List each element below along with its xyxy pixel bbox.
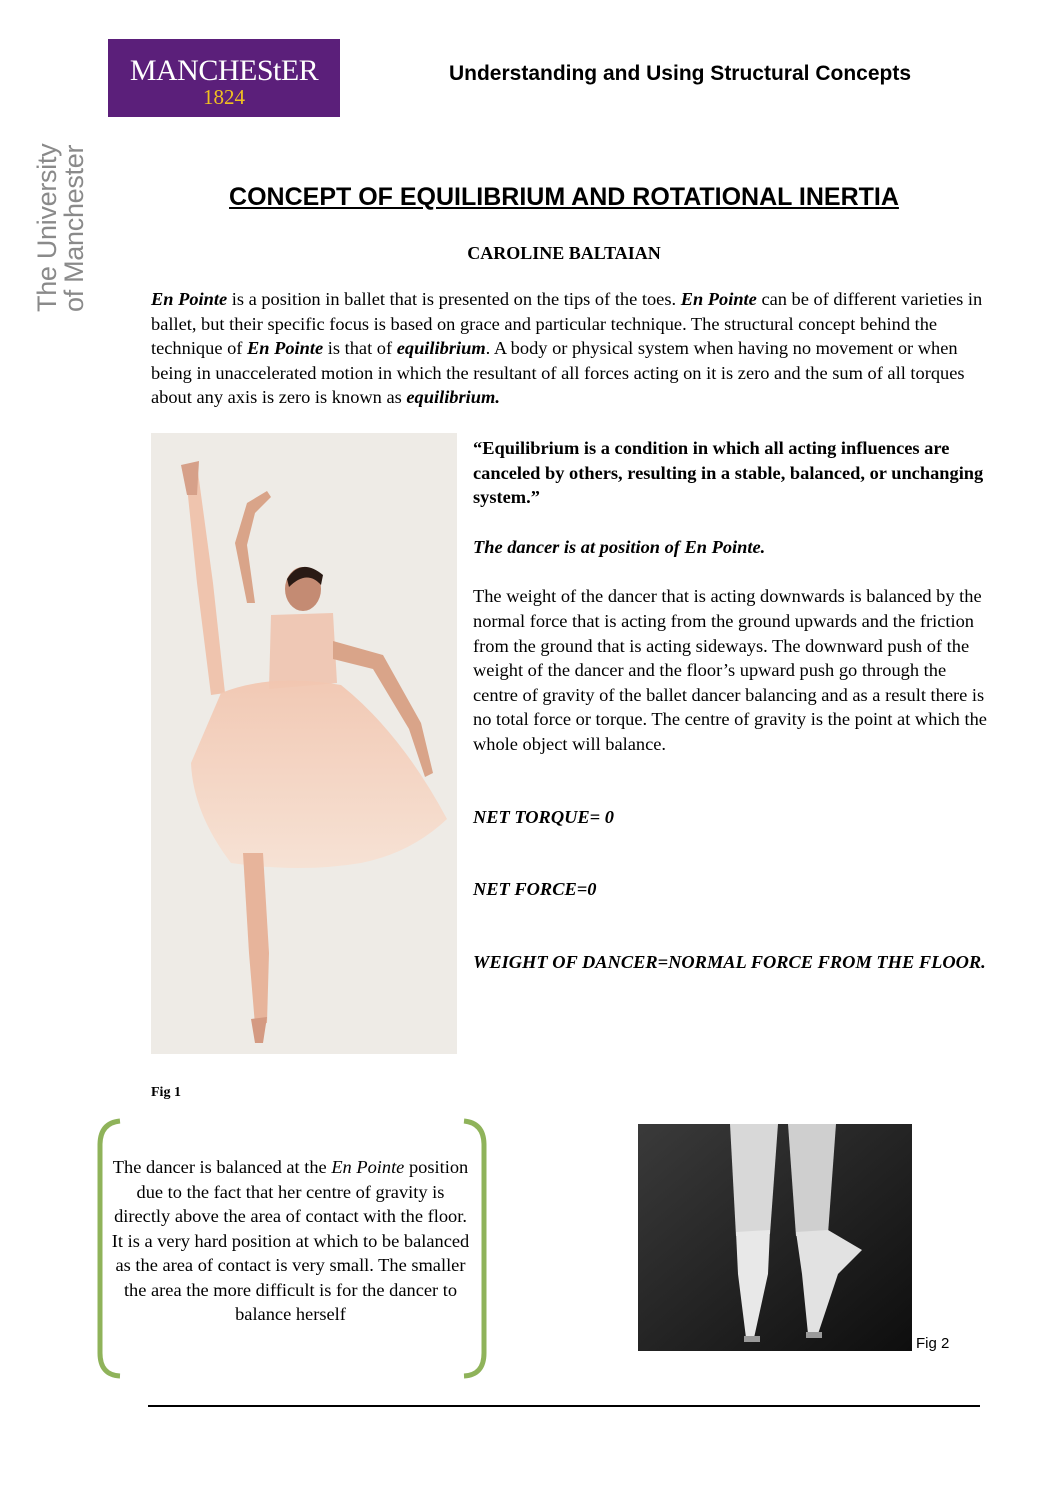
intro-text-1: is a position in ballet that is presented on the tips of the toes. — [227, 289, 681, 309]
net-torque-equation: NET TORQUE= 0 — [473, 806, 614, 827]
pointe-shoes-photo — [638, 1124, 912, 1351]
ballerina-photo — [151, 433, 457, 1054]
bracket-text-2: position due to the fact that her centre of gravity is directly above the area of contact with the floor. It is a very hard position at which to be balanced as the area of contact is very small. The smaller the area the more difficult is for the dancer to balance herself — [111, 1157, 470, 1324]
spacer — [473, 757, 988, 805]
university-line-1: The University — [32, 143, 62, 312]
bracket-term: En Pointe — [331, 1157, 405, 1177]
header-title: Understanding and Using Structural Concepts — [448, 62, 912, 85]
net-force-equation: NET FORCE=0 — [473, 879, 597, 900]
intro-keyword-2: equilibrium — [406, 387, 496, 408]
intro-term-2: En Pointe — [680, 289, 757, 309]
intro-text-3: is that of — [323, 338, 397, 359]
intro-term-3: En Pointe — [247, 338, 324, 359]
fig2-caption: Fig 2 — [916, 1335, 950, 1352]
spacer — [473, 902, 988, 950]
spacer — [473, 829, 988, 877]
bracket-text — [108, 1155, 473, 1327]
spacer — [473, 559, 988, 584]
position-note: The dancer is at position of En Pointe. — [473, 536, 766, 557]
weight-normal-equation: WEIGHT OF DANCER=NORMAL FORCE FROM THE FLOOR. — [473, 951, 986, 972]
intro-paragraph — [151, 287, 986, 410]
intro-text-2: can be of different varieties in ballet, but their specific focus is based on grace and particular technique. The structural concept behind the technique of — [151, 289, 983, 359]
fig1-caption: Fig 1 — [151, 1085, 181, 1100]
bracket-text-1: The dancer is balanced at the — [112, 1157, 332, 1177]
university-vertical-text — [34, 112, 104, 312]
university-line-2: of Manchester — [59, 144, 89, 312]
intro-term-1: En Pointe — [151, 289, 228, 309]
author-name: CAROLINE BALTAIAN — [467, 243, 661, 263]
spacer — [473, 510, 988, 535]
footer-divider — [148, 1405, 980, 1407]
equilibrium-quote: “Equilibrium is a condition in which all acting influences are canceled by others, resulting in a stable, balanced, or unchanging system.” — [473, 438, 984, 508]
page-title: CONCEPT OF EQUILIBRIUM AND ROTATIONAL INERTIA — [229, 183, 899, 211]
intro-text-5: . — [495, 387, 500, 408]
intro-keyword-1: equilibrium — [396, 338, 486, 359]
right-column — [473, 436, 988, 974]
university-logo — [108, 39, 340, 117]
intro-text-4: . A body or physical system when having no movement or when being in unaccelerated motion in which the resultant of all forces acting on it is zero and the sum of all torques about any axis is zero is known as — [151, 338, 965, 408]
explanation-paragraph: The weight of the dancer that is acting downwards is balanced by the normal force that is acting from the ground upwards and the friction from the ground that is acting sideways. The downward push of the weight of the dancer and the floor’s upward push go through the centre of gravity of the ballet dancer balancing and as a result there is no total force or torque. The centre of gravity is the point at which the whole object will balance. — [473, 586, 987, 754]
logo-wordmark: MANCHEStER — [129, 54, 319, 87]
logo-year: 1824 — [203, 85, 245, 109]
